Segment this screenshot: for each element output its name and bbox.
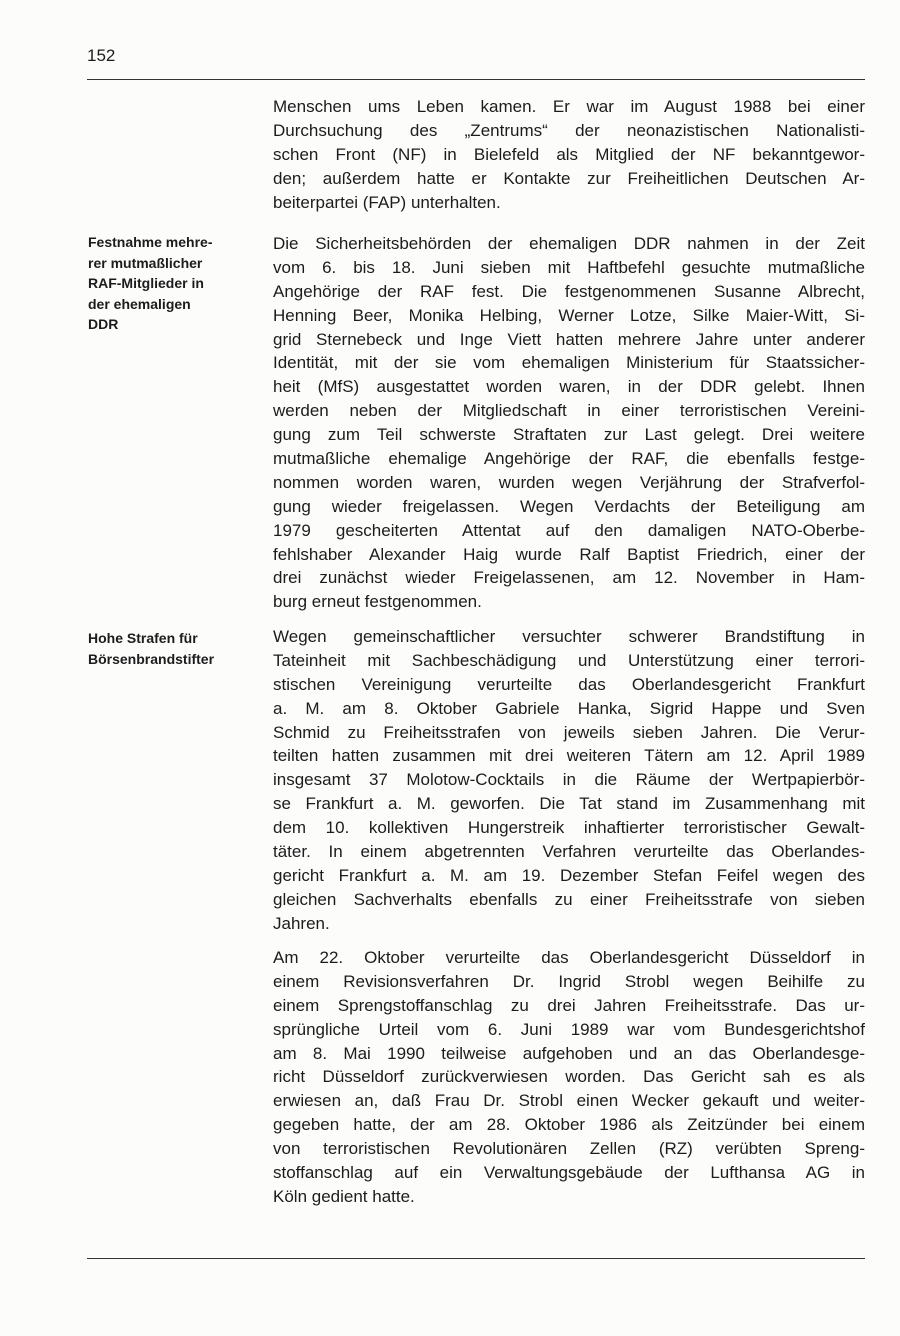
text-line: Schmid zu Freiheitsstrafen von jeweils sieben Jahren. Die Verur- — [273, 722, 865, 742]
text-line: von terroristischen Revolutionären Zellen (RZ) verübten Spreng- — [273, 1139, 865, 1159]
sidenote-line: rer mutmaßlicher — [88, 254, 203, 271]
text-line: drei zunächst wieder Freigelassenen, am 12. November in Ham- — [273, 568, 865, 588]
text-line: dem 10. kollektiven Hungerstreik inhaftierter terroristischer Gewalt- — [273, 818, 865, 838]
text-line: Am 22. Oktober verurteilte das Oberlandesgericht Düsseldorf in — [273, 948, 865, 967]
paragraph-2 — [273, 232, 865, 614]
text-line: Angehörige der RAF fest. Die festgenommenen Susanne Albrecht, — [273, 281, 865, 301]
text-line: erwiesen an, daß Frau Dr. Strobl einen Wecker gekauft und weiter- — [273, 1091, 865, 1111]
sidenote-line: der ehemaligen — [88, 295, 191, 312]
text-line: beiterpartei (FAP) unterhalten. — [273, 192, 501, 212]
text-line: stischen Vereinigung verurteilte das Oberlandesgericht Frankfurt — [273, 674, 865, 694]
text-line: einem Sprengstoffanschlag zu drei Jahren Freiheitsstrafe. Das ur- — [273, 995, 865, 1015]
text-line: a. M. am 8. Oktober Gabriele Hanka, Sigrid Happe und Sven — [273, 698, 865, 718]
text-line: Henning Beer, Monika Helbing, Werner Lotze, Silke Maier-Witt, Si- — [273, 305, 865, 325]
text-line: heit (MfS) ausgestattet worden waren, in der DDR gelebt. Ihnen — [273, 377, 865, 397]
page-number: 152 — [87, 46, 116, 65]
text-line: se Frankfurt a. M. geworfen. Die Tat stand im Zusammenhang mit — [273, 794, 865, 814]
sidenote-line: Börsenbrandstifter — [88, 650, 215, 667]
text-line: werden neben der Mitgliedschaft in einer terroristischen Vereini- — [273, 401, 865, 421]
text-line: täter. In einem abgetrennten Verfahren verurteilte das Oberlandes- — [273, 842, 865, 862]
paragraph-1 — [273, 95, 865, 214]
header-rule — [87, 79, 865, 80]
text-line: Durchsuchung des „Zentrums“ der neonazistischen Nationalisti- — [273, 120, 865, 140]
text-line: insgesamt 37 Molotow-Cocktails in die Räume der Wertpapierbör- — [273, 770, 865, 790]
text-line: gung wieder freigelassen. Wegen Verdachts der Beteiligung am — [273, 496, 865, 516]
text-line: vom 6. bis 18. Juni sieben mit Haftbefehl gesuchte mutmaßliche — [273, 257, 865, 277]
text-line: gegeben hatte, der am 28. Oktober 1986 als Zeitzünder bei einem — [273, 1115, 865, 1135]
text-line: Jahren. — [273, 913, 330, 933]
text-line: Identität, mit der sie vom ehemaligen Ministerium für Staatssicher- — [273, 353, 865, 373]
text-line: gericht Frankfurt a. M. am 19. Dezember Stefan Feifel wegen des — [273, 865, 865, 885]
text-line: einem Revisionsverfahren Dr. Ingrid Strobl wegen Beihilfe zu — [273, 971, 865, 991]
text-line: gung zum Teil schwerste Straftaten zur Last gelegt. Drei weitere — [273, 425, 865, 445]
text-line: richt Düsseldorf zurückverwiesen worden. Das Gericht sah es als — [273, 1067, 865, 1087]
text-line: mutmaßliche ehemalige Angehörige der RAF, die ebenfalls festge- — [273, 449, 865, 469]
paragraph-3 — [273, 625, 865, 936]
text-line: sprüngliche Urteil vom 6. Juni 1989 war vom Bundesgerichtshof — [273, 1019, 865, 1039]
text-line: 1979 gescheiterten Attentat auf den damaligen NATO-Oberbe- — [273, 520, 865, 540]
text-line: burg erneut festgenommen. — [273, 592, 482, 612]
text-line: Wegen gemeinschaftlicher versuchter schwerer Brandstiftung in — [273, 627, 865, 646]
text-line: Tateinheit mit Sachbeschädigung und Unterstützung einer terrori- — [273, 650, 865, 670]
sidenote-line: Festnahme mehre- — [88, 234, 213, 250]
text-line: stoffanschlag auf ein Verwaltungsgebäude der Lufthansa AG in — [273, 1163, 865, 1183]
text-line: am 8. Mai 1990 teilweise aufgehoben und an das Oberlandesge- — [273, 1043, 865, 1063]
text-line: teilten hatten zusammen mit drei weiteren Tätern am 12. April 1989 — [273, 746, 865, 766]
sidenote-line: Hohe Strafen für — [88, 630, 198, 646]
footer-rule — [87, 1258, 865, 1259]
sidenote-hohe-strafen — [88, 628, 258, 669]
text-line: den; außerdem hatte er Kontakte zur Freiheitlichen Deutschen Ar- — [273, 168, 865, 188]
paragraph-4 — [273, 946, 865, 1209]
text-line: Köln gedient hatte. — [273, 1186, 415, 1206]
text-line: grid Sternebeck und Inge Viett hatten mehrere Jahre unter anderer — [273, 329, 865, 349]
text-line: Menschen ums Leben kamen. Er war im August 1988 bei einer — [273, 97, 865, 116]
text-line: Die Sicherheitsbehörden der ehemaligen DDR nahmen in der Zeit — [273, 234, 865, 253]
sidenote-line: DDR — [88, 316, 119, 332]
text-line: gleichen Sachverhalts ebenfalls zu einer Freiheitsstrafe von sieben — [273, 889, 865, 909]
sidenote-festnahme — [88, 232, 258, 335]
text-line: fehlshaber Alexander Haig wurde Ralf Baptist Friedrich, einer der — [273, 544, 865, 564]
text-line: schen Front (NF) in Bielefeld als Mitglied der NF bekanntgewor- — [273, 144, 865, 164]
sidenote-line: RAF-Mitglieder in — [88, 275, 204, 291]
text-line: nommen worden waren, wurden wegen Verjährung der Strafverfol- — [273, 472, 865, 492]
